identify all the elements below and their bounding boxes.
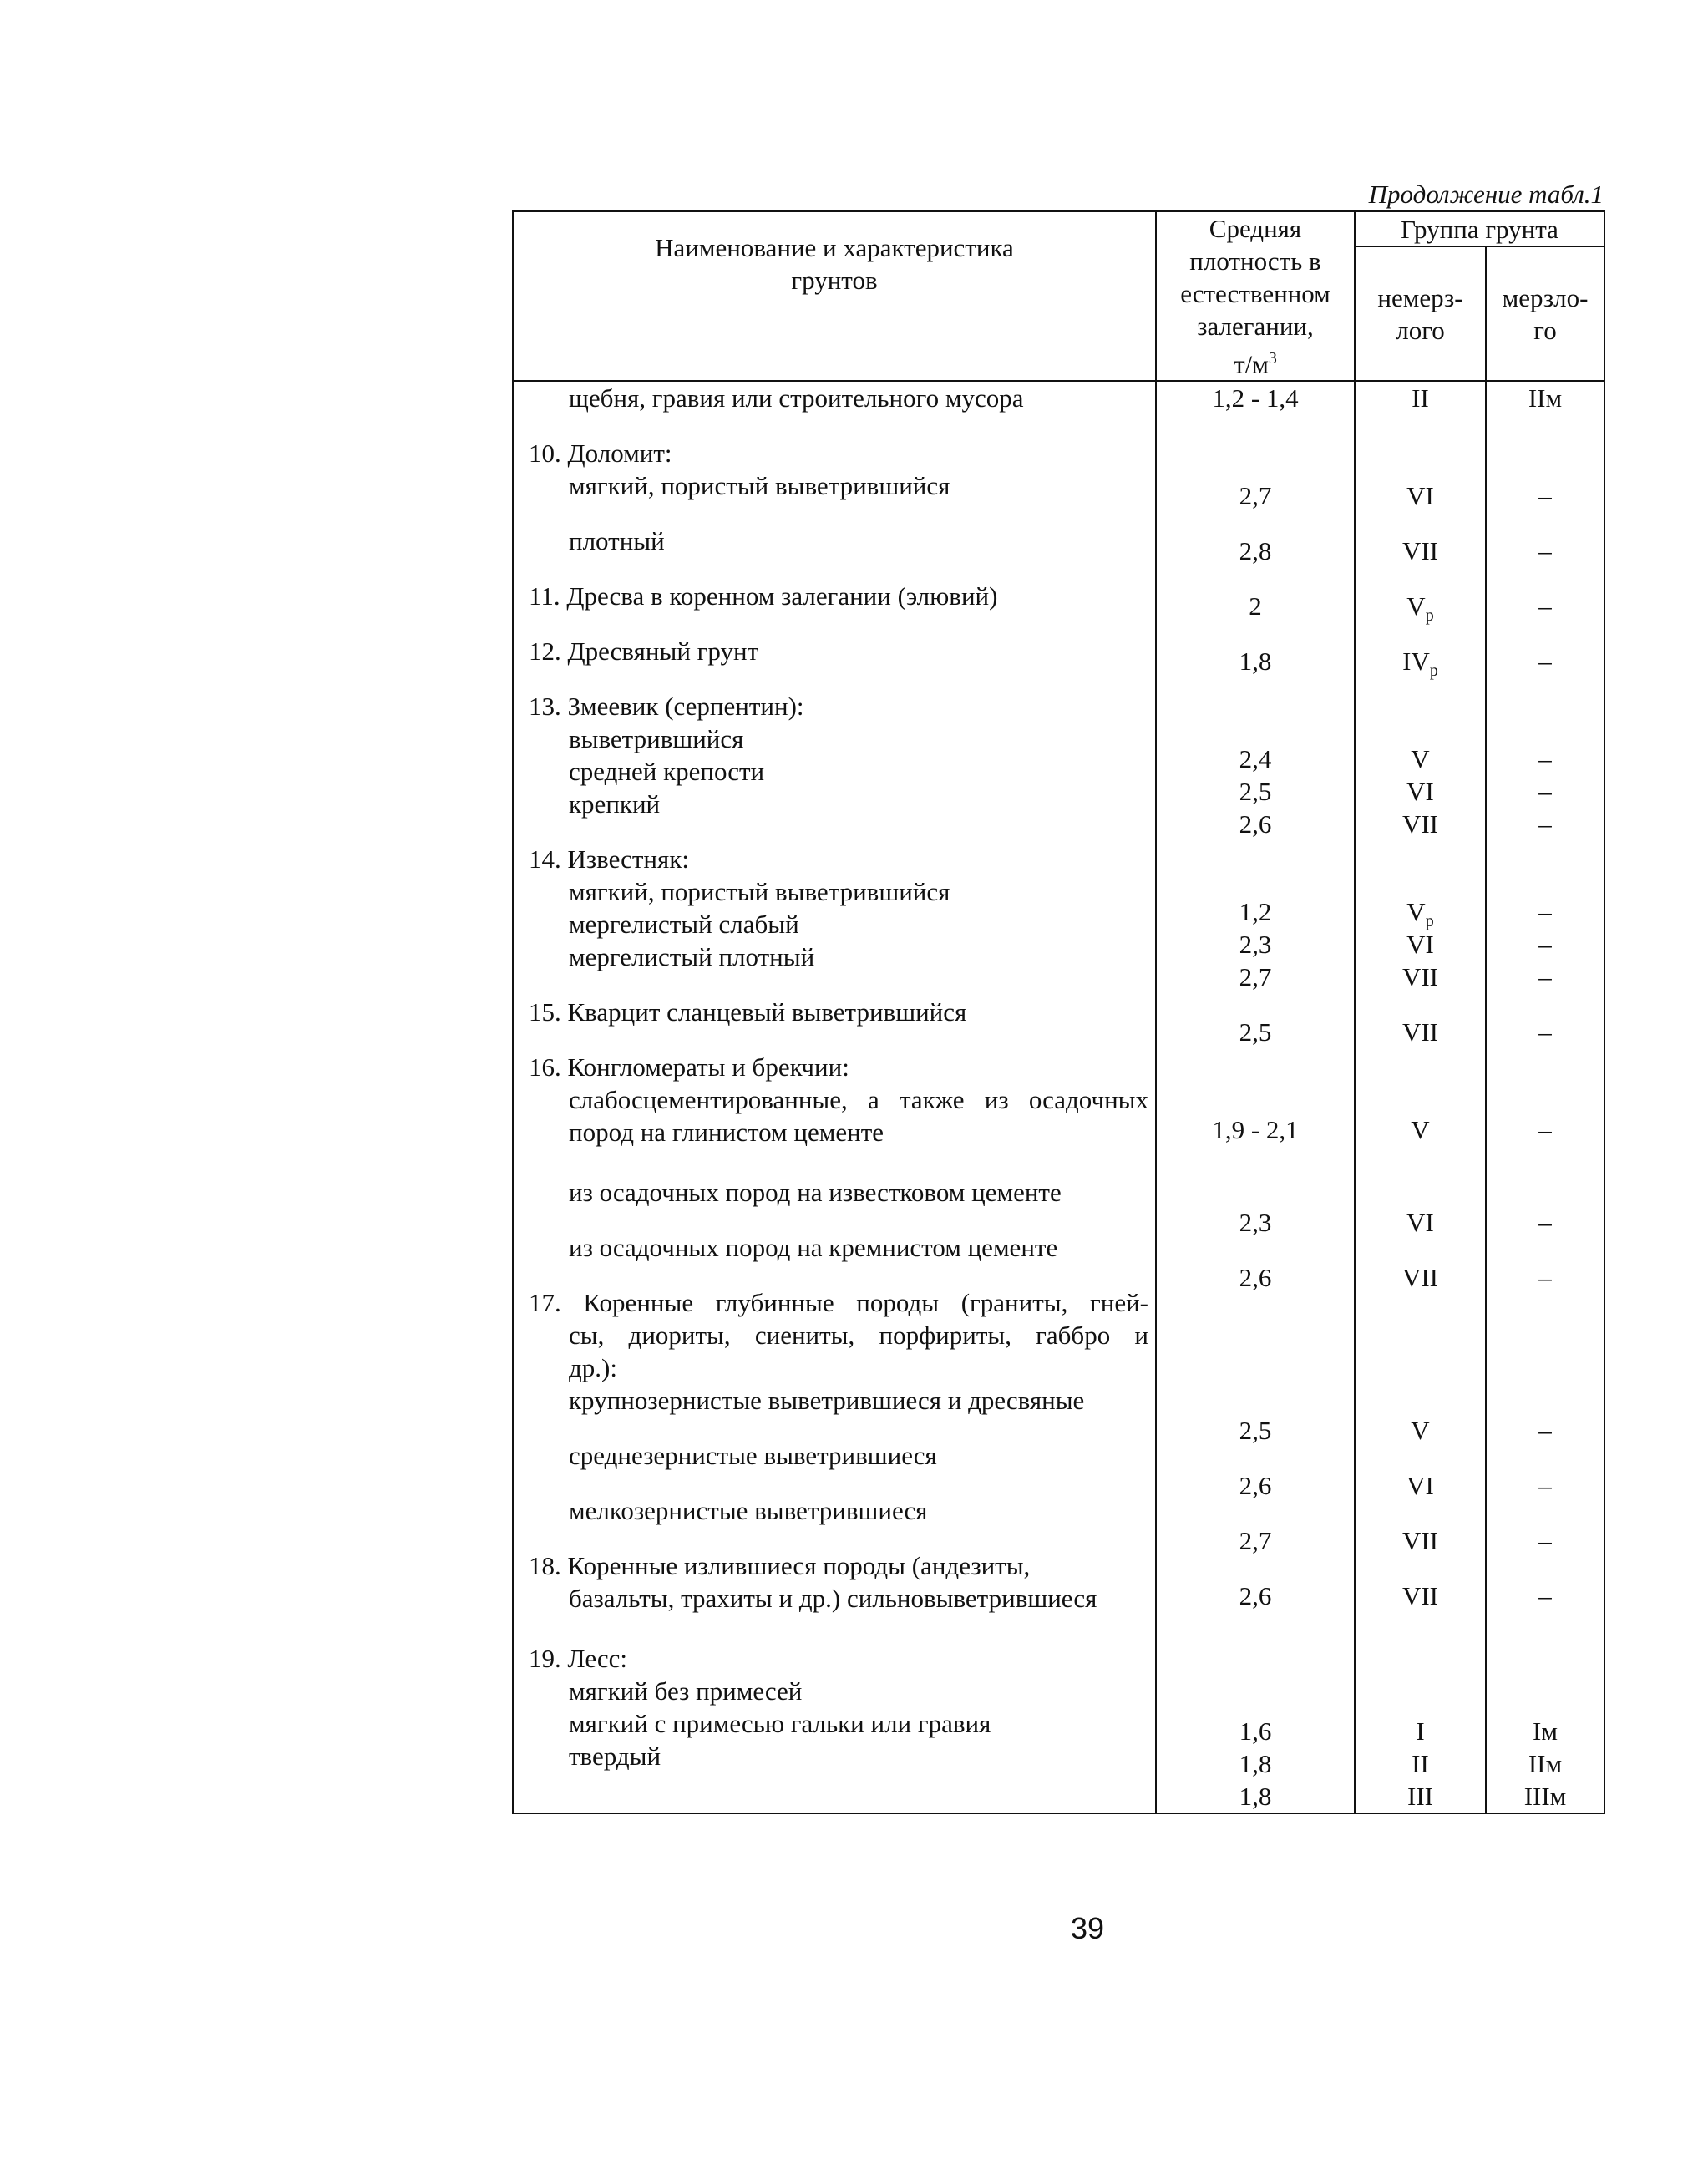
row-9-name: щебня, гравия или строительного мусора (569, 383, 1024, 413)
row-16a-density: 1,9 - 2,1 (1212, 1115, 1299, 1145)
header-density: Средняя плотность в естественном залегании, $т/м^3$ (1156, 211, 1355, 381)
row-19a-unfrozen: I (1416, 1716, 1425, 1747)
page-number: 39 (1070, 1911, 1105, 1945)
row-15-name: 15. Кварцит сланцевый выветрившийся (529, 997, 967, 1027)
row-13a-name: выветрившийся (569, 724, 744, 754)
row-9-frozen: IIм (1528, 383, 1563, 413)
row-13-title: 13. Змеевик (серпентин): (529, 692, 804, 722)
row-17c-density: 2,7 (1239, 1526, 1272, 1556)
row-10b-frozen: – (1538, 536, 1552, 566)
row-10b-unfrozen: VII (1401, 536, 1439, 566)
row-17a-name: крупнозернистые выветрившиеся и дресвяные (569, 1386, 1085, 1416)
row-14a-frozen: – (1538, 897, 1552, 927)
row-14a-density: 1,2 (1239, 897, 1272, 927)
row-16b-density: 2,3 (1239, 1208, 1272, 1238)
row-19-title: 19. Лесс: (529, 1644, 627, 1674)
row-13c-frozen: – (1538, 809, 1552, 839)
row-9-density: 1,2 - 1,4 (1212, 383, 1299, 413)
row-18-unfrozen: VII (1401, 1581, 1439, 1611)
row-16c-density: 2,6 (1239, 1263, 1272, 1293)
soil-name-column (513, 381, 1156, 1813)
row-14a-name: мягкий, пористый выветрившийся (569, 877, 950, 907)
row-19a-frozen: Iм (1533, 1716, 1558, 1747)
row-13c-name: крепкий (569, 789, 661, 819)
header-soil-name: Наименование и характеристика грунтов (513, 211, 1156, 381)
row-14b-density: 2,3 (1239, 930, 1272, 960)
row-17c-name: мелкозернистые выветрившиеся (569, 1496, 928, 1526)
row-16b-unfrozen: VI (1406, 1208, 1434, 1238)
row-18-name-line2: базальты, трахиты и др.) сильновыветрившиеся (569, 1584, 1097, 1614)
row-14b-frozen: – (1538, 930, 1552, 960)
row-11-name: 11. Дресва в коренном залегании (элювий) (529, 581, 998, 611)
row-11-unfrozen: $V_р$ (1406, 591, 1434, 626)
row-14c-frozen: – (1538, 962, 1552, 992)
row-17a-unfrozen: V (1411, 1416, 1430, 1446)
row-17b-frozen: – (1538, 1471, 1552, 1501)
row-17-title-line2: сы, диориты, сиениты, порфириты, габбро и (569, 1321, 1148, 1351)
row-16-title: 16. Конгломераты и брекчии: (529, 1052, 849, 1082)
header-frozen: мерзло- го (1486, 246, 1604, 381)
row-14c-density: 2,7 (1239, 962, 1272, 992)
row-19a-density: 1,6 (1239, 1716, 1272, 1747)
row-13b-density: 2,5 (1239, 777, 1272, 807)
row-15-unfrozen: VII (1401, 1017, 1439, 1047)
row-9-unfrozen: II (1412, 383, 1429, 413)
row-14c-unfrozen: VII (1401, 962, 1439, 992)
row-10a-unfrozen: VI (1406, 481, 1434, 511)
row-10a-name: мягкий, пористый выветрившийся (569, 471, 950, 501)
row-16a-name-line1: слабосцементированные, а также из осадочных (569, 1085, 1148, 1115)
row-19a-name: мягкий без примесей (569, 1676, 803, 1706)
density-column (1156, 381, 1355, 1813)
row-17b-density: 2,6 (1239, 1471, 1272, 1501)
row-17a-density: 2,5 (1239, 1416, 1272, 1446)
row-16a-unfrozen: V (1411, 1115, 1430, 1145)
soil-groups-table (512, 210, 1605, 1814)
row-13a-frozen: – (1538, 744, 1552, 774)
row-11-density: 2 (1249, 591, 1262, 621)
row-12-unfrozen: $IV_р$ (1402, 646, 1438, 681)
table-continuation-label: Продолжение табл.1 (1368, 180, 1604, 209)
row-17b-name: среднезернистые выветрившиеся (569, 1441, 937, 1471)
row-18-name-line1: 18. Коренные излившиеся породы (андезиты, (529, 1551, 1031, 1581)
row-12-name: 12. Дресвяный грунт (529, 636, 759, 667)
row-19b-unfrozen: II (1412, 1749, 1429, 1779)
row-12-frozen: – (1538, 646, 1552, 677)
row-19c-unfrozen: III (1407, 1782, 1433, 1812)
row-10a-density: 2,7 (1239, 481, 1272, 511)
row-18-density: 2,6 (1239, 1581, 1272, 1611)
row-16b-frozen: – (1538, 1208, 1552, 1238)
row-16a-frozen: – (1538, 1115, 1552, 1145)
row-14-title: 14. Известняк: (529, 844, 689, 875)
row-15-frozen: – (1538, 1017, 1552, 1047)
row-12-density: 1,8 (1239, 646, 1272, 677)
row-17-title-line3: др.): (569, 1353, 617, 1383)
row-19c-density: 1,8 (1239, 1782, 1272, 1812)
row-13c-density: 2,6 (1239, 809, 1272, 839)
row-13b-unfrozen: VI (1406, 777, 1434, 807)
row-17c-unfrozen: VII (1401, 1526, 1439, 1556)
row-13b-name: средней крепости (569, 757, 765, 787)
row-16a-name-line2: пород на глинистом цементе (569, 1118, 884, 1148)
row-17-title-line1: 17. Коренные глубинные породы (граниты, гней- (529, 1288, 1148, 1318)
row-14a-unfrozen: $V_р$ (1406, 897, 1434, 931)
frozen-group-column (1486, 381, 1604, 1813)
row-10b-name: плотный (569, 526, 665, 556)
row-17c-frozen: – (1538, 1526, 1552, 1556)
row-10-title: 10. Доломит: (529, 439, 672, 469)
row-16b-name: из осадочных пород на известковом цементе (569, 1178, 1062, 1208)
row-17a-frozen: – (1538, 1416, 1552, 1446)
header-unfrozen: немерз- лого (1355, 246, 1486, 381)
row-14b-unfrozen: VI (1406, 930, 1434, 960)
row-10b-density: 2,8 (1239, 536, 1272, 566)
row-16c-unfrozen: VII (1401, 1263, 1439, 1293)
row-19b-frozen: IIм (1528, 1749, 1563, 1779)
row-15-density: 2,5 (1239, 1017, 1272, 1047)
row-14c-name: мергелистый плотный (569, 942, 815, 972)
row-13c-unfrozen: VII (1401, 809, 1439, 839)
row-11-frozen: – (1538, 591, 1552, 621)
row-19b-name: мягкий с примесью гальки или гравия (569, 1709, 991, 1739)
row-10a-frozen: – (1538, 481, 1552, 511)
row-19b-density: 1,8 (1239, 1749, 1272, 1779)
row-19c-frozen: IIIм (1523, 1782, 1567, 1812)
row-13a-density: 2,4 (1239, 744, 1272, 774)
unfrozen-group-column (1355, 381, 1486, 1813)
row-16c-frozen: – (1538, 1263, 1552, 1293)
table-body-row (513, 381, 1604, 1813)
row-14b-name: мергелистый слабый (569, 910, 799, 940)
row-17b-unfrozen: VI (1406, 1471, 1434, 1501)
header-soil-group: Группа грунта (1355, 211, 1604, 246)
row-16c-name: из осадочных пород на кремнистом цементе (569, 1233, 1058, 1263)
row-13b-frozen: – (1538, 777, 1552, 807)
row-13a-unfrozen: V (1411, 744, 1430, 774)
row-18-frozen: – (1538, 1581, 1552, 1611)
row-19c-name: твердый (569, 1742, 661, 1772)
